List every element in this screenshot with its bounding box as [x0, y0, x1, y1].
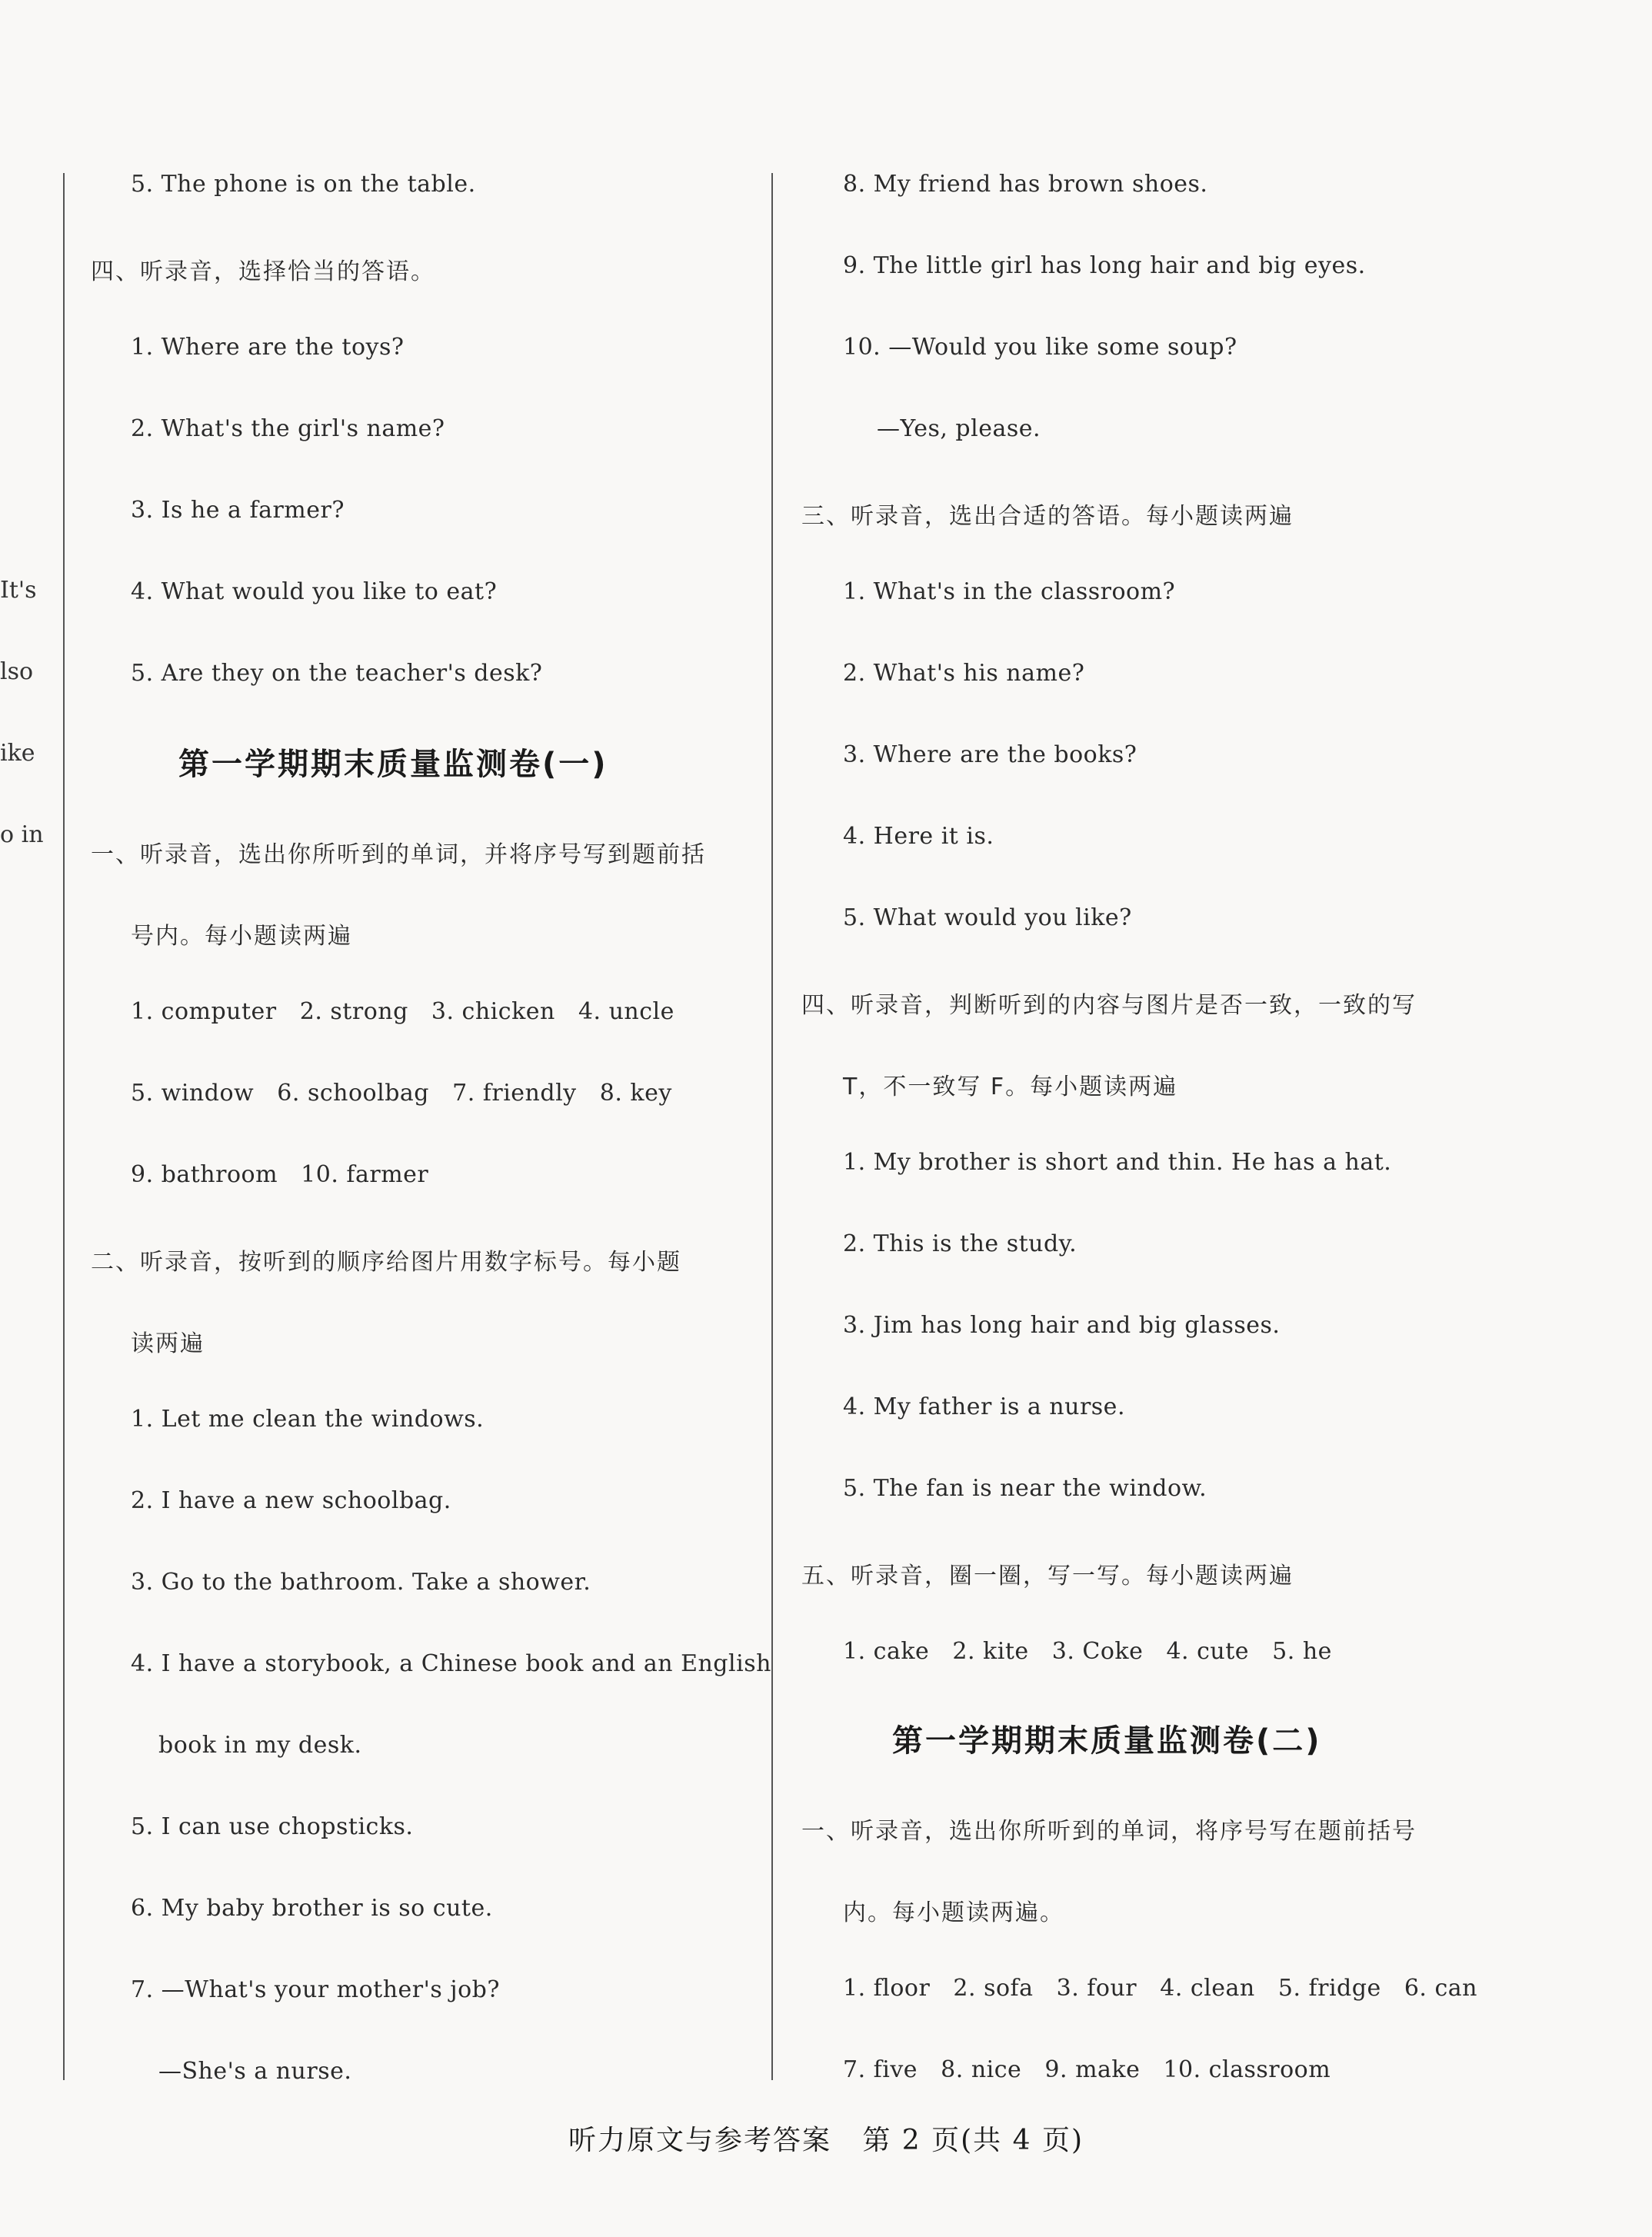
word-list: 9. bathroom 10. farmer — [131, 1161, 429, 1188]
word-list: 1. floor 2. sofa 3. four 4. clean 5. fridge 6. can — [843, 1975, 1477, 2002]
column-rule-left — [63, 173, 65, 2080]
text-line: 4. I have a storybook, a Chinese book and an English — [131, 1650, 771, 1677]
text-line: 1. Let me clean the windows. — [131, 1406, 485, 1433]
text-line: 2. What's the girl's name? — [131, 415, 445, 442]
text-line: 5. Are they on the teacher's desk? — [131, 660, 543, 687]
section-title: 第一学期期末质量监测卷(一) — [178, 747, 608, 782]
section-heading: 五、听录音，圈一圈，写一写。每小题读两遍 — [801, 1563, 1294, 1590]
word-list: 1. computer 2. strong 3. chicken 4. uncle — [131, 998, 674, 1025]
section-title: 第一学期期末质量监测卷(二) — [892, 1723, 1322, 1759]
text-line: 4. My father is a nurse. — [843, 1393, 1125, 1420]
text-line: 10. —Would you like some soup? — [843, 334, 1237, 361]
column-rule-middle — [771, 173, 773, 2080]
text-line: 1. What's in the classroom? — [843, 578, 1176, 605]
section-heading: 读两遍 — [131, 1330, 205, 1357]
section-heading: 一、听录音，选出你所听到的单词，并将序号写到题前括 — [91, 841, 706, 868]
text-line: 3. Where are the books? — [843, 741, 1137, 768]
text-line: 3. Go to the bathroom. Take a shower. — [131, 1569, 591, 1596]
text-line: 9. The little girl has long hair and big eyes. — [843, 252, 1366, 279]
section-heading: 四、听录音，选择恰当的答语。 — [91, 258, 435, 285]
text-line: 2. This is the study. — [843, 1230, 1077, 1257]
edge-fragment: o in — [0, 821, 44, 848]
section-heading: 号内。每小题读两遍 — [131, 923, 352, 950]
section-heading: 二、听录音，按听到的顺序给图片用数字标号。每小题 — [91, 1249, 681, 1276]
text-line: book in my desk. — [158, 1732, 362, 1759]
text-line: 3. Jim has long hair and big glasses. — [843, 1312, 1281, 1339]
text-line: 5. I can use chopsticks. — [131, 1813, 414, 1840]
text-line: 7. —What's your mother's job? — [131, 1976, 500, 2003]
text-line: 4. What would you like to eat? — [131, 578, 498, 605]
text-line: 5. What would you like? — [843, 904, 1132, 931]
text-line: 5. The phone is on the table. — [131, 171, 476, 198]
edge-fragment: lso — [0, 658, 34, 685]
text-line: 1. My brother is short and thin. He has a hat. — [843, 1149, 1392, 1176]
section-heading: 一、听录音，选出你所听到的单词，将序号写在题前括号 — [801, 1818, 1417, 1845]
text-line: —Yes, please. — [877, 415, 1041, 442]
text-line: 2. I have a new schoolbag. — [131, 1487, 451, 1514]
edge-fragment: ike — [0, 740, 35, 767]
text-line: 6. My baby brother is so cute. — [131, 1895, 493, 1922]
edge-fragment: It's — [0, 577, 37, 604]
word-list: 5. window 6. schoolbag 7. friendly 8. key — [131, 1080, 672, 1107]
word-list: 7. five 8. nice 9. make 10. classroom — [843, 2056, 1331, 2083]
text-line: 1. Where are the toys? — [131, 334, 405, 361]
text-line: 4. Here it is. — [843, 823, 994, 850]
section-heading: T，不一致写 F。每小题读两遍 — [843, 1074, 1178, 1100]
text-line: 8. My friend has brown shoes. — [843, 171, 1208, 198]
section-heading: 内。每小题读两遍。 — [843, 1899, 1064, 1926]
section-heading: 三、听录音，选出合适的答语。每小题读两遍 — [801, 503, 1294, 530]
text-line: 5. The fan is near the window. — [843, 1475, 1207, 1502]
text-line: —She's a nurse. — [158, 2058, 352, 2085]
text-line: 3. Is he a farmer? — [131, 497, 345, 524]
word-list: 1. cake 2. kite 3. Coke 4. cute 5. he — [843, 1638, 1332, 1665]
section-heading: 四、听录音，判断听到的内容与图片是否一致，一致的写 — [801, 992, 1417, 1019]
page-footer: 听力原文与参考答案 第 2 页(共 4 页) — [568, 2125, 1084, 2156]
text-line: 2. What's his name? — [843, 660, 1085, 687]
